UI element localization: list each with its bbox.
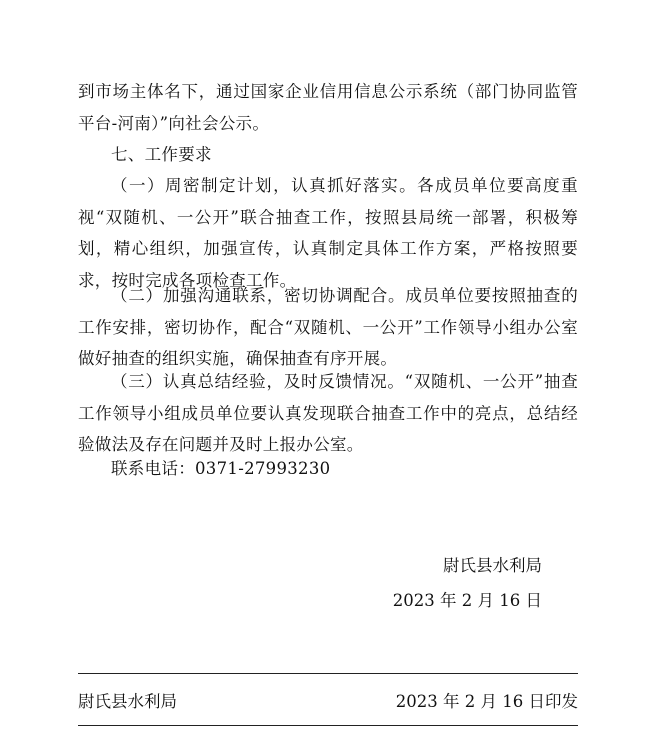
paragraph-3: （三）认真总结经验，及时反馈情况。“双随机、一公开”抽查工作领导小组成员单位要认真发现联合抽查工作中的亮点，总结经验做法及存在问题并及时上报办公室。 bbox=[78, 372, 578, 454]
footer-bottom-rule bbox=[78, 725, 578, 726]
paragraph-1: （一）周密制定计划，认真抓好落实。各成员单位要高度重视“双随机、一公开”联合抽查工作，按照县局统一部署，积极筹划，精心组织，加强宣传，认真制定具体工作方案，严格按照要求，按时完成各项检查工作。 bbox=[78, 176, 578, 290]
section-heading: 七、工作要求 bbox=[111, 145, 212, 164]
signature-org: 尉氏县水利局 bbox=[443, 556, 542, 575]
signature-date: 2023 年 2 月 16 日 bbox=[392, 591, 542, 610]
contact-phone: 联系电话：0371-27993230 bbox=[111, 459, 331, 478]
footer-top-rule bbox=[78, 673, 578, 674]
paragraph-2: （二）加强沟通联系，密切协调配合。成员单位要按照抽查的工作安排，密切协作，配合“双随机、一公开”工作领导小组办公室做好抽查的组织实施，确保抽查有序开展。 bbox=[78, 286, 578, 368]
paragraph-continued: 到市场主体名下，通过国家企业信用信息公示系统（部门协同监管平台-河南）”向社会公示。 bbox=[78, 82, 578, 133]
footer-print-date: 2023 年 2 月 16 日印发 bbox=[395, 692, 578, 711]
footer-org: 尉氏县水利局 bbox=[78, 692, 177, 711]
